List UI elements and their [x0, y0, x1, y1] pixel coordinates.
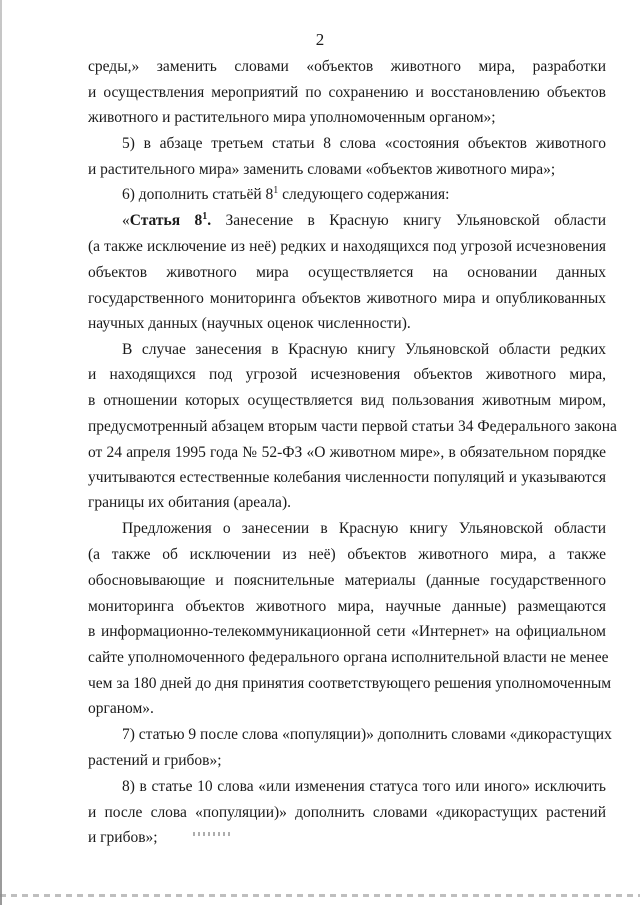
text-line: чем за 180 дней до дня принятия соответствующего решения уполномоченным — [88, 675, 612, 692]
scan-edge — [0, 0, 2, 905]
text-line: животного и растительного мира уполномоченным органом»; — [88, 109, 496, 126]
text-line: органом». — [88, 700, 154, 717]
text-line: и осуществления мероприятий по сохранению и восстановлению объектов — [88, 84, 606, 101]
item-6-rest: следующего содержания: — [282, 186, 450, 203]
text-line: В случае занесения в Красную книгу Ульяновской области редких — [122, 341, 606, 358]
scan-bottom-edge — [0, 894, 640, 897]
text-line: растений и грибов»; — [88, 752, 222, 769]
text-line: мониторинга объектов животного мира, научные данные) размещаются — [88, 598, 606, 615]
article-heading-text: Занесение в Красную книгу Ульяновской области — [225, 212, 606, 229]
text-line: границы их обитания (ареала). — [88, 494, 291, 511]
text-line: и растительного мира» заменить словами «объектов животного мира»; — [88, 161, 556, 178]
text-line: от 24 апреля 1995 года № 52-ФЗ «О животном мире», в обязательном порядке — [88, 444, 606, 461]
text-line: среды,» заменить словами «объектов животного мира, разработки — [88, 58, 606, 75]
text-line: и после слова «популяции)» дополнить словами «дикорастущих растений — [88, 804, 606, 821]
text-line: (а также исключение из неё) редких и находящихся под угрозой исчезновения — [88, 238, 606, 255]
text-line: и находящихся под угрозой исчезновения объектов животного мира, — [88, 366, 606, 383]
item-6-line — [122, 185, 606, 205]
article-heading-line — [122, 211, 606, 231]
item-6-sup: 1 — [273, 185, 279, 196]
article-open-quote: « — [122, 212, 130, 229]
article-title: Статья $8^1$. — [129, 211, 212, 229]
text-line: (а также об исключении из неё) объектов животного мира, а также — [88, 546, 606, 563]
text-line: 5) в абзаце третьем статьи 8 слова «состояния объектов животного — [122, 135, 606, 152]
scan-smudge — [193, 832, 231, 836]
text-line: 8) в статье 10 слова «или изменения статуса того или иного» исключить — [122, 778, 606, 795]
item-6-prefix: 6) дополнить статьёй 8 — [122, 186, 274, 203]
page-number: 2 — [315, 30, 325, 49]
text-line: 7) статью 9 после слова «популяции)» дополнить словами «дикорастущих — [122, 726, 612, 743]
text-line: Предложения о занесении в Красную книгу Ульяновской области — [122, 520, 606, 537]
text-line: государственного мониторинга объектов животного мира и опубликованных — [88, 290, 606, 307]
text-line: в отношении которых осуществляется вид пользования животным миром, — [88, 392, 606, 409]
text-line: обосновывающие и пояснительные материалы (данные государственного — [88, 572, 606, 589]
text-line: в информационно-телекоммуникационной сети «Интернет» на официальном — [88, 623, 606, 640]
text-line: и грибов»; — [88, 829, 158, 846]
text-line: учитываются естественные колебания численности популяций и указываются — [88, 469, 606, 486]
text-line: научных данных (научных оценок численности). — [88, 315, 411, 332]
text-line: сайте уполномоченного федерального органа исполнительной власти не менее — [88, 649, 609, 666]
text-line: предусмотренный абзацем вторым части первой статьи 34 Федерального закона — [88, 418, 617, 435]
text-line: объектов животного мира осуществляется на основании данных — [88, 264, 606, 281]
